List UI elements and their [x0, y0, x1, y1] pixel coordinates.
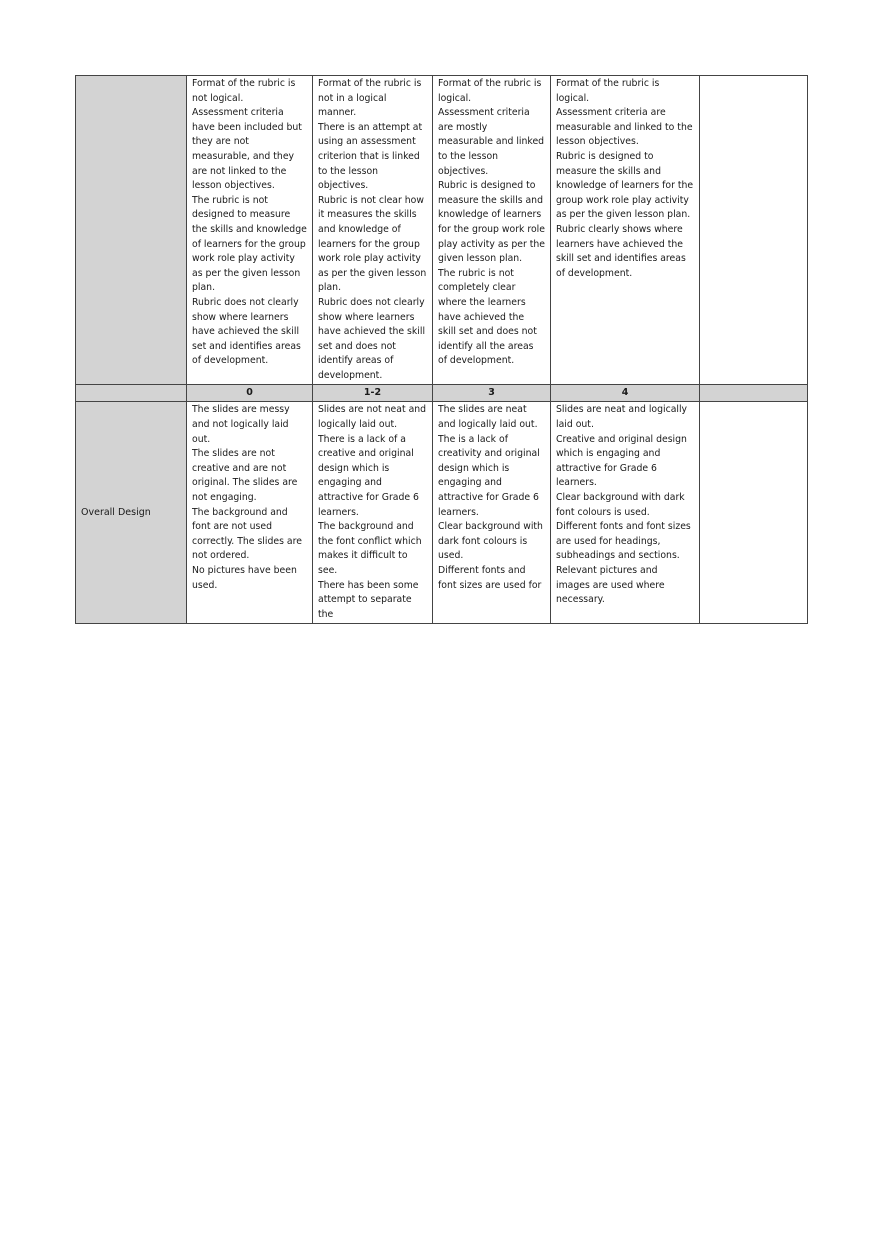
score-header-0: 0 — [187, 385, 313, 402]
criteria-level-1-line: Rubric does not clearly show where learners have achieved the skill set and does not identify areas of development. — [318, 296, 426, 381]
design-level-2-cell — [433, 402, 551, 624]
criteria-level-3-line: Assessment criteria are measurable and linked to the lesson objectives. — [556, 107, 693, 148]
design-level-3-line: Relevant pictures and images are used where necessary. — [556, 565, 665, 606]
design-level-3-cell — [551, 402, 700, 624]
score-header-1-2: 1-2 — [313, 385, 433, 402]
criteria-comment-cell — [700, 76, 808, 385]
criteria-level-1-cell — [313, 76, 433, 385]
criteria-level-1-line: There is an attempt at using an assessment criterion that is linked to the lesson objectives. — [318, 121, 423, 192]
score-header-3: 3 — [433, 385, 551, 402]
criteria-level-3-line: Format of the rubric is logical. — [556, 78, 660, 104]
design-level-3-line: Creative and original design which is engaging and attractive for Grade 6 learners. — [556, 433, 687, 489]
design-level-3-line: Clear background with dark font colours is used. — [556, 492, 685, 518]
design-level-0-cell — [187, 402, 313, 624]
criteria-level-3-cell — [551, 76, 700, 385]
design-level-2-line: The slides are neat and logically laid out. — [438, 404, 538, 431]
criteria-level-0-line: The rubric is not designed to measure the skills and knowledge of learners for the group work role play activity as per the given lesson plan. — [192, 194, 307, 294]
design-level-0-line: The background and font are not used correctly. The slides are not ordered. — [192, 506, 302, 562]
score-header-4: 4 — [551, 385, 700, 402]
design-level-2-line: Different fonts and font sizes are used for — [438, 565, 542, 591]
score-header-label-cell — [76, 385, 187, 402]
design-level-3-line: Different fonts and font sizes are used for headings, subheadings and sections. — [556, 521, 691, 562]
criteria-level-0-line: Format of the rubric is not logical. — [192, 78, 296, 104]
criteria-level-2-line: Format of the rubric is logical. — [438, 78, 542, 104]
score-header-comment — [700, 385, 808, 402]
design-level-1-cell — [313, 402, 433, 624]
design-level-2-line: Clear background with dark font colours is used. — [438, 521, 543, 562]
design-level-1-line: There has been some attempt to separate the — [318, 579, 419, 620]
design-level-1-line: There is a lack of a creative and original design which is engaging and attractive for Grade 6 learners. — [318, 433, 419, 518]
criteria-level-3-line: Rubric clearly shows where learners have achieved the skill set and identifies areas of development. — [556, 223, 686, 279]
design-comment-cell — [700, 402, 808, 624]
design-level-2-line: The is a lack of creativity and original design which is engaging and attractive for Grade 6 learners. — [438, 433, 540, 518]
rubric-criteria-row — [76, 76, 808, 385]
design-level-1-line: The background and the font conflict which makes it difficult to see. — [318, 521, 422, 576]
design-level-3-line: Slides are neat and logically laid out. — [556, 404, 688, 431]
design-level-1-line: Slides are not neat and logically laid out. — [318, 404, 427, 431]
criteria-level-3-line: Rubric is designed to measure the skills and knowledge of learners for the group work role play activity as per the given lesson plan. — [556, 150, 694, 221]
criteria-level-2-cell — [433, 76, 551, 385]
criteria-level-1-line: Rubric is not clear how it measures the skills and knowledge of learners for the group work role play activity as per the given lesson plan. — [318, 194, 427, 294]
criteria-level-2-line: The rubric is not completely clear where the learners have achieved the skill set and does not identify all the areas of development. — [438, 267, 537, 367]
rubric-table — [75, 75, 808, 624]
criteria-level-0-line: Rubric does not clearly show where learners have achieved the skill set and identifies areas of development. — [192, 296, 301, 367]
overall-design-label: Overall Design — [76, 402, 187, 624]
criteria-level-1-line: Format of the rubric is not in a logical manner. — [318, 78, 422, 119]
criteria-level-0-line: Assessment criteria have been included but they are not measurable, and they are not linked to the lesson objectives. — [192, 107, 302, 192]
design-level-0-line: The slides are not creative and are not original. The slides are not engaging. — [192, 448, 298, 504]
criteria-level-0-cell — [187, 76, 313, 385]
design-level-0-line: No pictures have been used. — [192, 565, 297, 591]
score-header-row — [76, 385, 808, 402]
criteria-level-2-line: Assessment criteria are mostly measurable and linked to the lesson objectives. — [438, 107, 545, 177]
criteria-label-cell — [76, 76, 187, 385]
criteria-level-2-line: Rubric is designed to measure the skills and knowledge of learners for the group work role play activity as per the given lesson plan. — [438, 180, 546, 265]
rubric-design-row — [76, 402, 808, 624]
design-level-0-line: The slides are messy and not logically laid out. — [192, 404, 290, 445]
